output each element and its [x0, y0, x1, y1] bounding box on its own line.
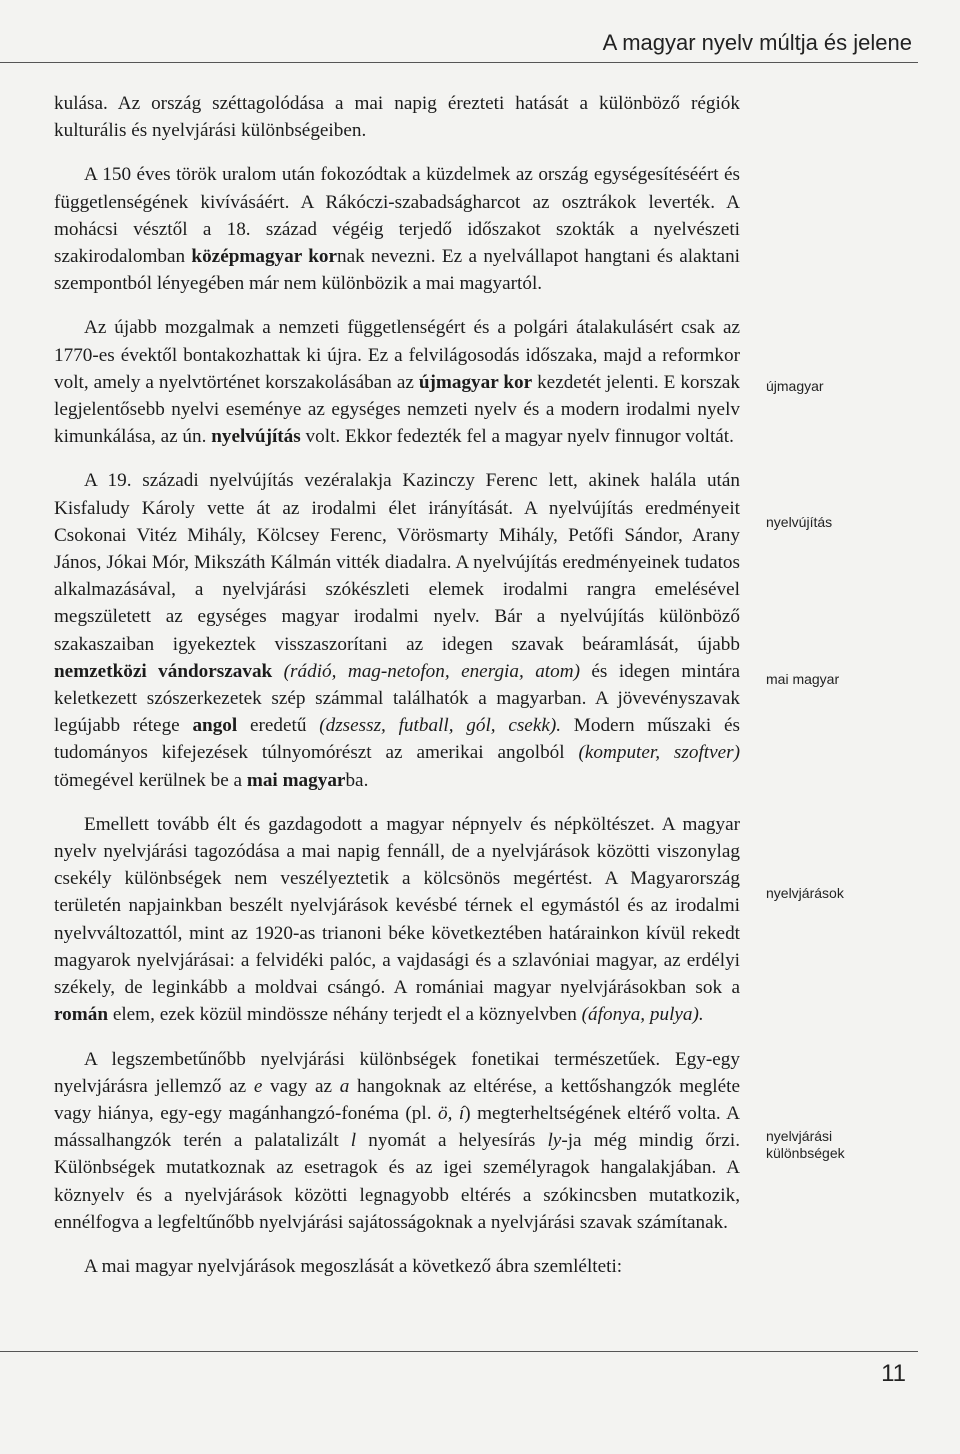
text-run: tömegével kerülnek be a	[54, 769, 247, 791]
example-letter: ly	[547, 1130, 562, 1152]
term-angol: angol	[192, 715, 238, 737]
term-roman: román	[54, 1004, 109, 1026]
text-run: Modern műszaki és tudományos kifejezések túlnyomórészt az amerikai angolból	[54, 715, 740, 764]
text-run: és idegen mintára keletkezett szószerkezetek szép számmal találhatók a magyarban. A jövevényszavak legújabb rétege	[54, 660, 741, 737]
paragraph-6	[54, 1046, 740, 1236]
example-letter: ö, í	[438, 1102, 465, 1124]
paragraph-5	[54, 811, 740, 1029]
text-run: Emellett tovább élt és gazdagodott a magyar népnyelv és népköltészet. A magyar nyelv nyelvjárási tagozódása a mai napig fennáll, de a nyelvjárások közötti viszonylag csekély különbségek nem veszélyeztetik a kölcsönös megértést. A Magyarország területén napjainkban beszélt nyelvjárások kevésbé térnek el egymástól és az irodalmi nyelvváltozattól, mint az 1920-as trianoni béke következtében határainkon kívül rekedt magyarok nyelvjárásai: a felvidéki palóc, a vajdasági és a szlavóniai magyar, az erdélyi székely, de leginkább a moldvai csángó. A romániai magyar nyelvjárásokban sok a	[54, 813, 740, 999]
paragraph-7	[54, 1253, 740, 1280]
text-run: elem, ezek közül mindössze néhány terjedt el a köznyelvben	[108, 1004, 582, 1026]
margin-note-mai-magyar: mai magyar	[766, 671, 840, 687]
text-run: kezdetét jelenti. E korszak legjelentősebb nyelvi eseménye az egységes nemzeti nyelv és a modern irodalmi nyelv kimunkálása, az ún.	[54, 371, 740, 448]
example-letter: l	[350, 1130, 357, 1152]
text-run: hangoknak az eltérése, a kettőshangzók megléte vagy hiánya, egy-egy magánhangzó-fonéma (pl.	[54, 1075, 740, 1124]
text-run: nak nevezni. Ez a nyelvállapot hangtani és alaktani szempontból lényegében már nem különbözik a mai magyartól.	[54, 246, 740, 295]
text-run	[272, 661, 283, 682]
footer-rule	[0, 1351, 918, 1352]
paragraph-4	[54, 467, 740, 793]
margin-note-nyelvjarasi-kulonbsegek: nyelvjárási különbségek	[766, 1128, 845, 1161]
text-run: A legszembetűnőbb nyelvjárási különbségek fonetikai természetűek. Egy-egy nyelvjárásra jellemző az	[54, 1048, 740, 1097]
example-words: (dzsessz, futball, gól, csekk).	[319, 715, 562, 737]
text-run: eredetű	[237, 715, 320, 737]
term-mai-magyar: mai magyar	[246, 769, 346, 791]
text-run: volt. Ekkor fedezték fel a magyar nyelv finnugor voltát.	[300, 426, 734, 448]
text-run: A 19. századi nyelvújítás vezéralakja Kazinczy Ferenc lett, akinek halála után Kisfaludy Károly vette át az irodalmi élet irányítását. A nyelvújítás eredményeit Csokonai Vitéz Mihály, Kölcsey Ferenc, Vörösmarty Mihály, Petőfi Sándor, Arany János, Jókai Mór, Mikszáth Kálmán vitték diadalra. A nyelvújítás eredményeinek tudatos alkalmazásával, a nyelvjárási szókészleti elemek irodalmi rangra emelésével megszületett az egységes magyar irodalmi nyelv. Bár a nyelvújítás különböző szakaszaiban igyekeztek visszaszorítani az idegen szavak beáramlását, újabb	[54, 470, 740, 655]
term-nemzetkozi-vandorszavak: nemzetközi vándorszavak	[54, 660, 273, 682]
paragraph-1	[54, 90, 740, 144]
text-run: vagy az	[262, 1075, 340, 1097]
example-letter: e	[253, 1075, 263, 1097]
margin-note-nyelvujitas: nyelvújítás	[766, 514, 833, 530]
text-run: kulása. Az ország széttagolódása a mai napig érezteti hatását a különböző régiók kulturális és nyelvjárási különbségeiben.	[54, 93, 740, 142]
text-run: A 150 éves török uralom után fokozódtak a küzdelmek az ország egységesítéséért és függetlenségének kivívásáért. A Rákóczi-szabadságharcot az osztrákok leverték. A mohácsi vésztől a 18. század végéig terjedő időszakot szokták a nyelvészeti szakirodalomban	[54, 164, 740, 268]
example-words: (rádió, mag-netofon, energia, atom)	[283, 660, 580, 682]
paragraph-2	[54, 161, 740, 297]
term-kozepmagyar-kor: középmagyar kor	[191, 246, 338, 268]
example-letter: a	[339, 1075, 350, 1097]
text-run: -ja még mindig őrzi. Különbségek mutatkoznak az esetragok és az igei személyragok hangalakjában. A köznyelv és a nyelvjárások közötti legnagyobb eltérés a szókincsben mutatkozik, ennélfogva a legfeltűnőbb nyelvjárási sajátosságoknak a nyelvjárási szavak számítanak.	[54, 1130, 740, 1233]
main-text	[54, 90, 740, 1297]
example-words: (áfonya, pulya).	[581, 1004, 704, 1026]
margin-note-ujmagyar: újmagyar	[766, 378, 824, 394]
header-rule	[0, 62, 918, 63]
running-header-title: A magyar nyelv múltja és jelene	[602, 30, 912, 55]
paragraph-3	[54, 314, 740, 450]
text-run: ba.	[345, 769, 369, 791]
term-nyelvujitas: nyelvújítás	[211, 426, 301, 448]
page-number: 11	[881, 1360, 906, 1387]
text-run: nyomát a helyesírás	[356, 1130, 548, 1152]
text-run: ) megterheltségének eltérő volta. A mássalhangzók terén a palatalizált	[54, 1102, 740, 1152]
term-ujmagyar-kor: újmagyar kor	[418, 371, 533, 393]
text-run: A mai magyar nyelvjárások megoszlását a következő ábra szemlélteti:	[84, 1255, 623, 1277]
example-words: (komputer, szoftver)	[578, 742, 740, 764]
margin-note-nyelvjarasok: nyelvjárások	[766, 885, 844, 901]
text-run: Az újabb mozgalmak a nemzeti függetlenségért és a polgári átalakulásért csak az 1770-es évektől bontakozhattak ki újra. Ez a felvilágosodás időszaka, majd a reformkor volt, amely a nyelvtörténet korszakolásában az	[54, 317, 740, 393]
